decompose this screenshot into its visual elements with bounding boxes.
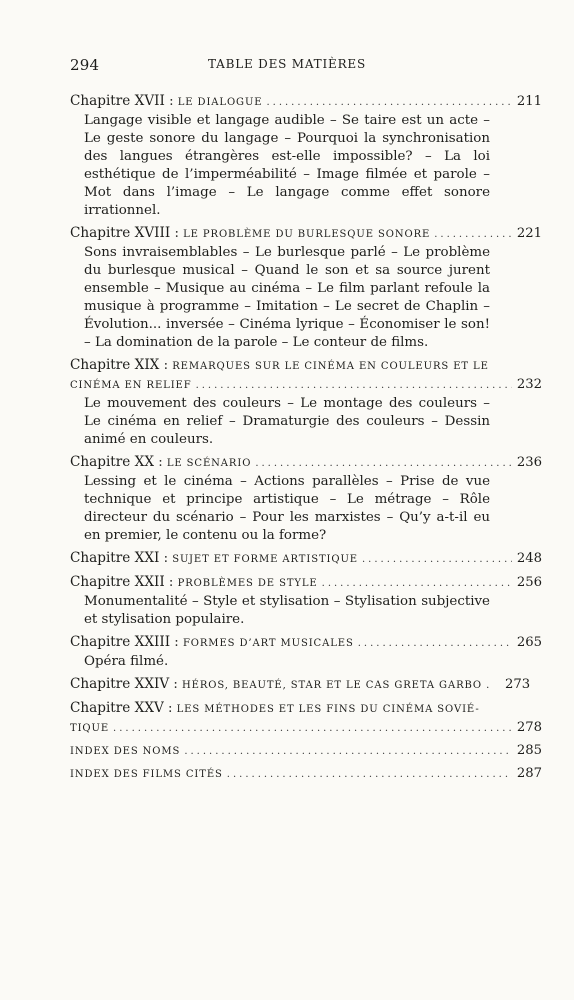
chapter-line: Chapitre XXI : SUJET ET FORME ARTISTIQUE ..... 248 [70, 549, 542, 569]
page-ref: 278 [516, 720, 542, 735]
chapter-title: PROBLÈMES DE STYLE [177, 578, 318, 589]
index-label: INDEX DES NOMS [70, 746, 181, 757]
toc-entry [70, 699, 542, 738]
chapter-number: Chapitre XVIII [70, 225, 171, 241]
chapter-line-cont [70, 719, 542, 738]
chapter-number: Chapitre XXIII [70, 634, 171, 650]
toc-entry [70, 356, 542, 449]
leader-dots [184, 743, 512, 761]
index-entry [70, 742, 542, 761]
running-title: TABLE DES MATIÈRES [207, 57, 366, 71]
page-ref: 232 [516, 377, 542, 392]
leader-dots [434, 226, 512, 244]
toc-entry [70, 573, 542, 629]
page-number: 294 [70, 56, 100, 74]
chapter-summary: Lessing et le cinéma – Actions parallèles – Prise de vue technique et principe artistique – Le métrage – Rôle directeur du scénario – Pour les marxistes – Qu’y a-t-il eu en premier, le contenu ou la forme? [84, 474, 490, 543]
chapter-title: LES MÉTHODES ET LES FINS DU CINÉMA SOVIÉ- [176, 704, 480, 715]
index-line [70, 765, 542, 784]
chapter-title: LE DIALOGUE [177, 97, 263, 108]
page-ref: 287 [516, 766, 542, 781]
page-ref: 273 [505, 677, 531, 692]
leader-dots [255, 455, 512, 473]
page-ref: 236 [516, 455, 542, 470]
chapter-summary: Langage visible et langage audible – Se taire est un acte – Le geste sonore du langage – Pourquoi la synchronisation des langues étrangères est-elle impossible? – La loi esthétique de l’imperméabilité – Image filmée et parole – Mot dans l’image – Le langage comme effet sonore irrationnel. [84, 113, 490, 218]
leader-dots [113, 720, 512, 738]
toc-entry [70, 453, 542, 545]
chapter-number: Chapitre XX [70, 454, 154, 470]
leader-dots [266, 94, 512, 112]
chapter-title: HÉROS, BEAUTÉ, STAR ET LE CAS GRETA GARBO . [182, 680, 491, 691]
toc-entry [70, 675, 542, 695]
chapter-number: Chapitre XXII [70, 574, 165, 590]
toc-entry [70, 92, 542, 220]
index-label: INDEX DES FILMS CITÉS [70, 769, 223, 780]
chapter-title: LE PROBLÈME DU BURLESQUE SONORE [183, 229, 431, 240]
chapter-line: Chapitre XIX : REMARQUES SUR LE CINÉMA EN COULEURS ET LE [70, 356, 490, 376]
leader-dots [362, 551, 512, 569]
chapter-line: Chapitre XXIV : HÉROS, BEAUTÉ, STAR ET LE CAS GRETA GARBO . 273 [70, 675, 542, 695]
chapter-line: Chapitre XVIII : LE PROBLÈME DU BURLESQUE SONORE ..... 221 [70, 224, 542, 244]
chapter-line: Chapitre XVII : LE DIALOGUE ..... 211 [70, 92, 542, 112]
chapter-title: LE SCÉNARIO [166, 458, 252, 469]
chapter-summary: Monumentalité – Style et stylisation – Stylisation subjective et stylisation populaire. [84, 594, 490, 627]
chapter-title: REMARQUES SUR LE CINÉMA EN COULEURS ET LE [172, 361, 489, 372]
leader-dots [358, 635, 512, 653]
table-of-contents [70, 92, 542, 788]
page-ref: 285 [516, 743, 542, 758]
toc-entry [70, 549, 542, 569]
chapter-number: Chapitre XXIV [70, 676, 170, 692]
page-ref: 221 [516, 226, 542, 241]
chapter-line-cont [70, 376, 542, 395]
chapter-line: Chapitre XXII : PROBLÈMES DE STYLE ..... 256 [70, 573, 542, 593]
chapter-line: Chapitre XXIII : FORMES D’ART MUSICALES ..... 265 [70, 633, 542, 653]
chapter-summary: Sons invraisemblables – Le burlesque parlé – Le problème du burlesque musical – Quand le son et sa source jurent ensemble – Musique au cinéma – Le film parlant refoule la musique à programme – Imitation – Le secret de Chaplin – Évolution... inversée – Cinéma lyrique – Économiser le son! – La domination de la parole – Le conteur de films. [84, 245, 490, 350]
page-ref: 211 [516, 94, 542, 109]
leader-dots [196, 377, 512, 395]
toc-entry [70, 224, 542, 352]
chapter-title-cont: CINÉMA EN RELIEF [70, 380, 192, 391]
leader-dots [322, 575, 512, 593]
chapter-number: Chapitre XVII [70, 93, 165, 109]
page-ref: 256 [516, 575, 542, 590]
chapter-line: Chapitre XX : LE SCÉNARIO ..... 236 [70, 453, 542, 473]
chapter-summary: Opéra filmé. [84, 654, 169, 669]
toc-entry [70, 633, 542, 671]
leader-dots [227, 766, 512, 784]
page-ref: 265 [516, 635, 542, 650]
chapter-number: Chapitre XXV [70, 700, 164, 716]
chapter-title-cont: TIQUE [70, 723, 110, 734]
page-header [70, 56, 504, 76]
chapter-title: SUJET ET FORME ARTISTIQUE [172, 554, 358, 565]
chapter-number: Chapitre XIX [70, 357, 160, 373]
chapter-title: FORMES D’ART MUSICALES [182, 638, 354, 649]
chapter-summary: Le mouvement des couleurs – Le montage des couleurs – Le cinéma en relief – Dramaturgie des couleurs – Dessin animé en couleurs. [84, 396, 490, 447]
index-entry [70, 765, 542, 784]
chapter-number: Chapitre XXI [70, 550, 160, 566]
chapter-line: Chapitre XXV : LES MÉTHODES ET LES FINS DU CINÉMA SOVIÉ- [70, 699, 490, 719]
index-line [70, 742, 542, 761]
page-ref: 248 [516, 551, 542, 566]
